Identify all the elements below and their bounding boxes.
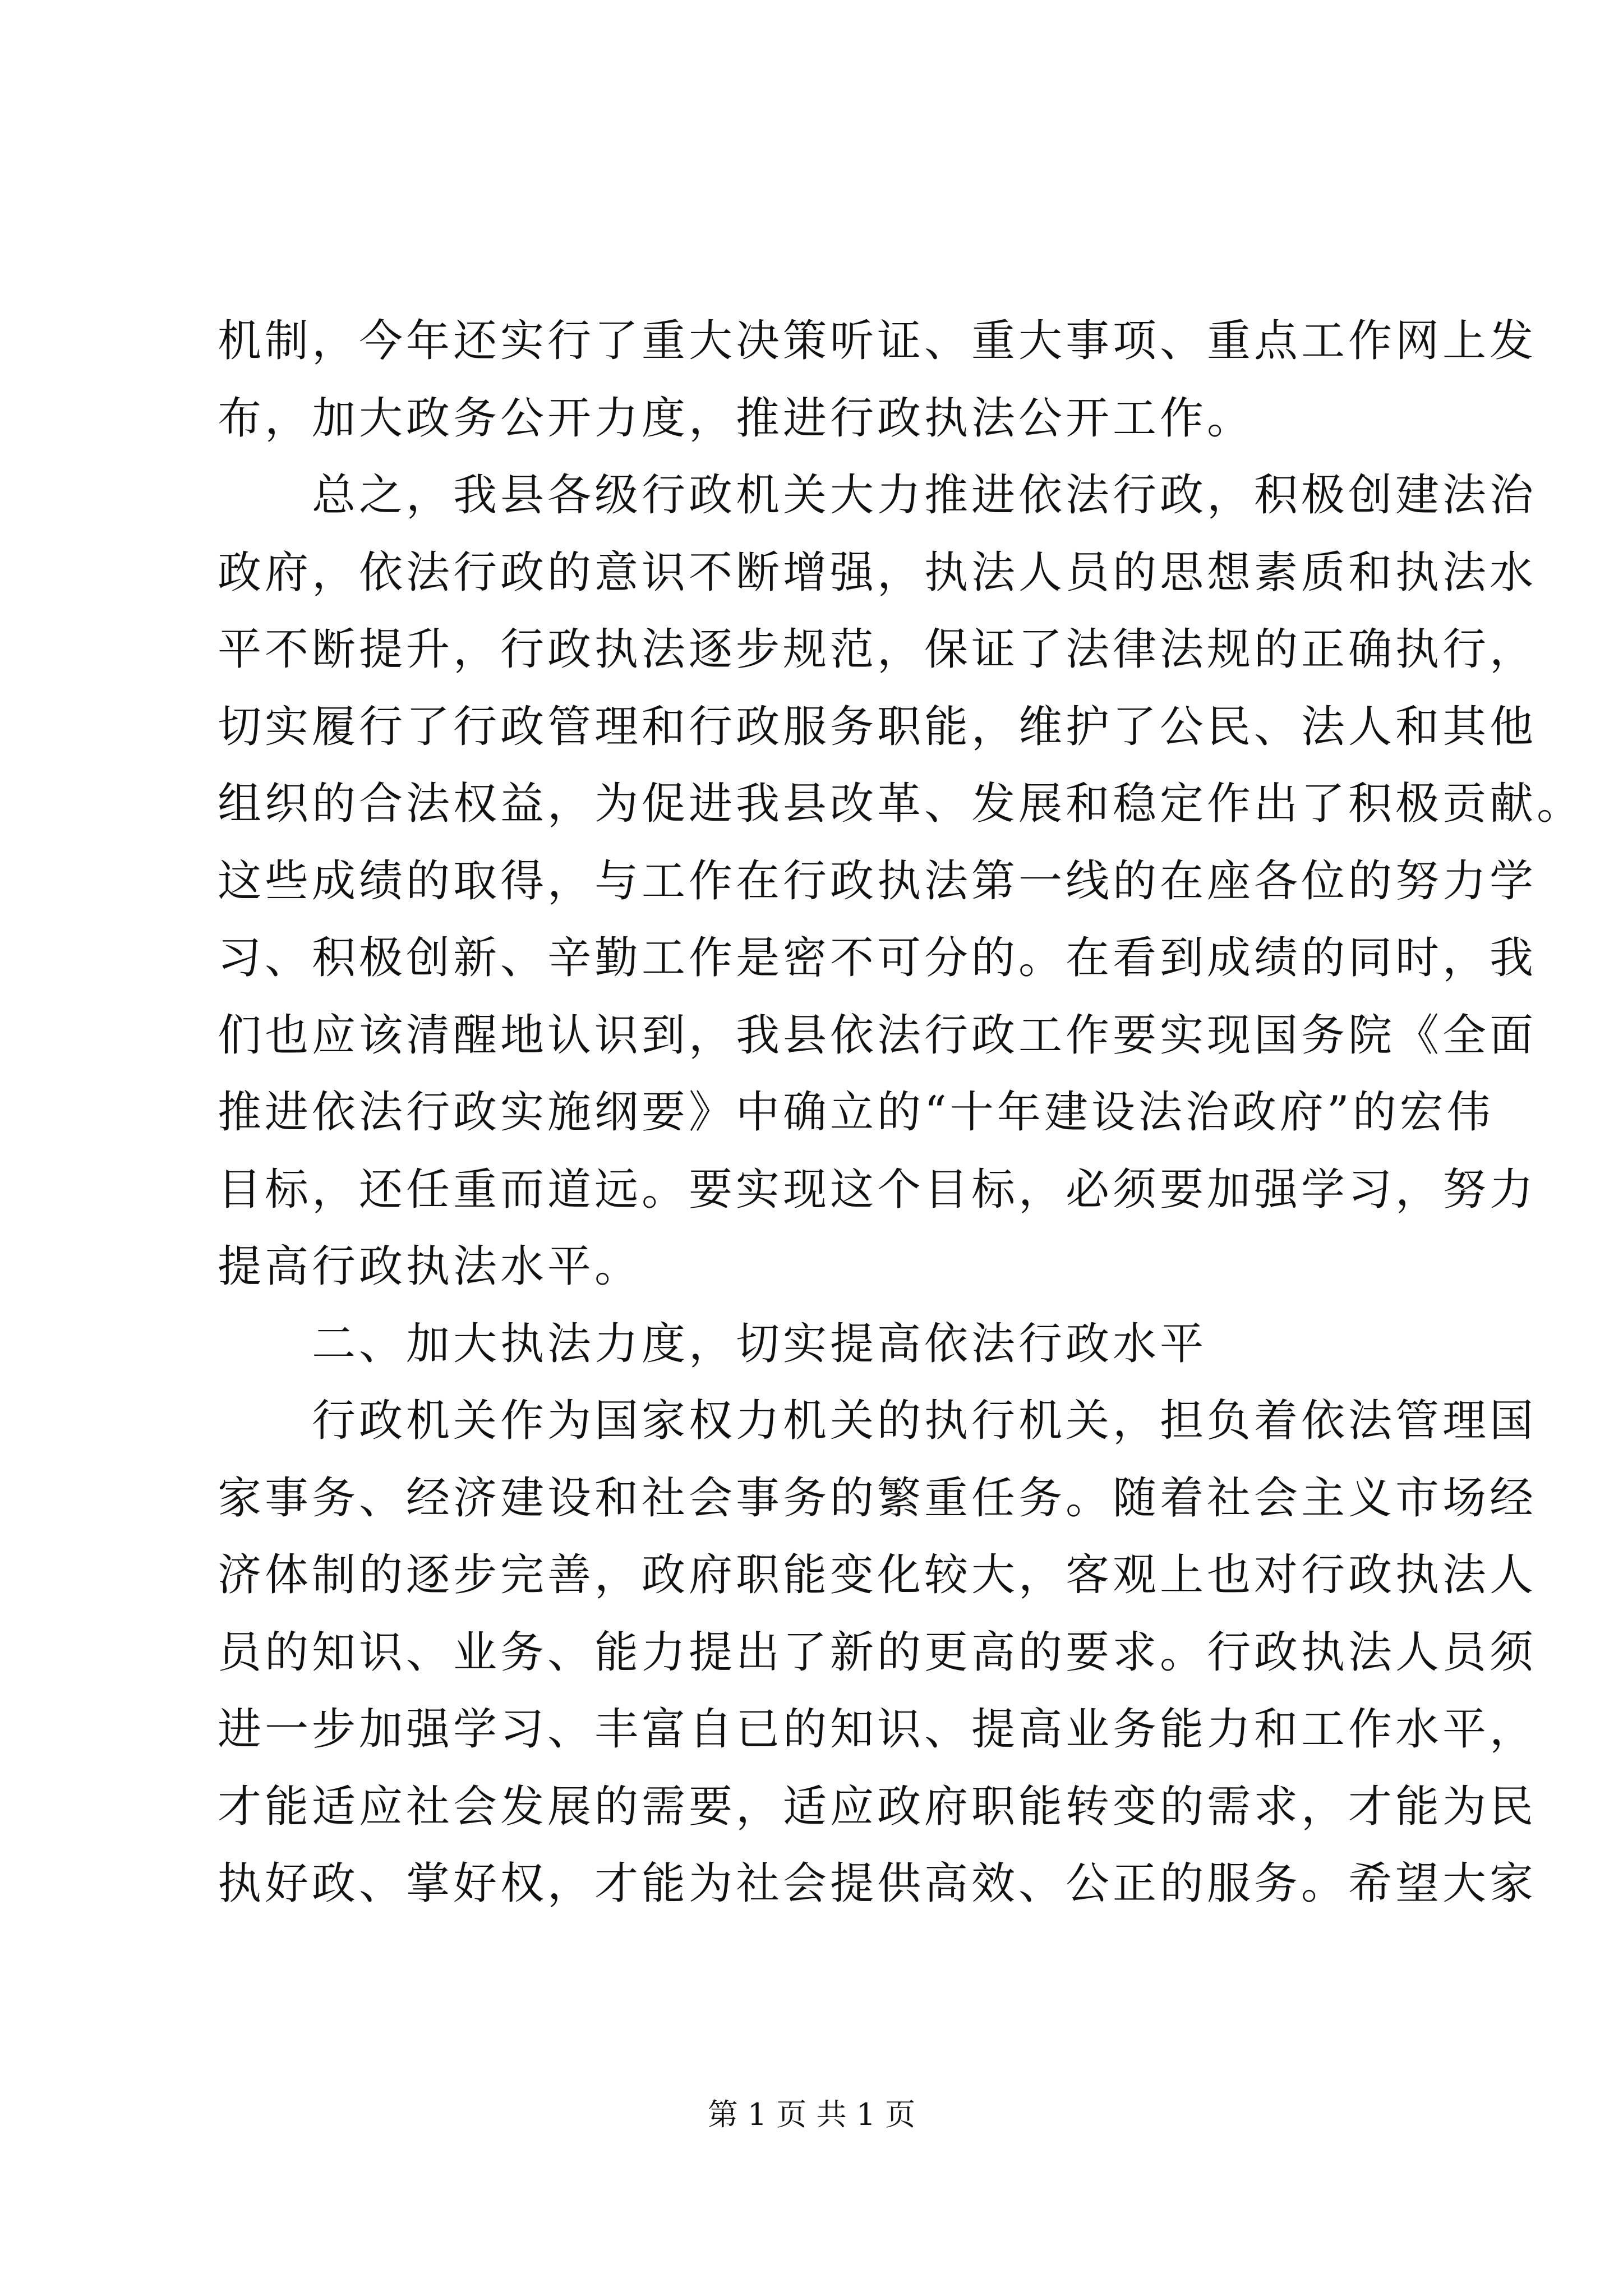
text-line: 们也应该清醒地认识到，我县依法行政工作要实现国务院《全面 xyxy=(218,1010,1537,1061)
text-line: 习、积极创新、辛勤工作是密不可分的。在看到成绩的同时，我 xyxy=(218,933,1537,983)
text-line: 济体制的逐步完善，政府职能变化较大，客观上也对行政执法人 xyxy=(218,1550,1537,1600)
text-line: 总之，我县各级行政机关大力推进依法行政，积极创建法治 xyxy=(218,470,1537,521)
body-text xyxy=(218,303,1584,1923)
text-line: 进一步加强学习、丰富自已的知识、提高业务能力和工作水平， xyxy=(218,1704,1537,1755)
text-line: 平不断提升，行政执法逐步规范，保证了法律法规的正确执行， xyxy=(218,624,1537,675)
text-line: 推进依法行政实施纲要》中确立的“十年建设法治政府”的宏伟 xyxy=(218,1087,1494,1138)
text-line: 行政机关作为国家权力机关的执行机关，担负着依法管理国 xyxy=(218,1396,1537,1446)
text-line: 员的知识、业务、能力提出了新的更高的要求。行政执法人员须 xyxy=(218,1627,1537,1678)
text-line: 目标，还任重而道远。要实现这个目标，必须要加强学习，努力 xyxy=(218,1164,1537,1215)
text-line: 执好政、掌好权，才能为社会提供高效、公正的服务。希望大家 xyxy=(218,1858,1537,1909)
section-heading: 二、加大执法力度，切实提高依法行政水平 xyxy=(218,1318,1207,1369)
text-line: 家事务、经济建设和社会事务的繁重任务。随着社会主义市场经 xyxy=(218,1473,1537,1524)
text-line: 提高行政执法水平。 xyxy=(218,1241,642,1292)
text-line: 切实履行了行政管理和行政服务职能，维护了公民、法人和其他 xyxy=(218,701,1537,752)
text-line: 才能适应社会发展的需要，适应政府职能转变的需求，才能为民 xyxy=(218,1781,1537,1832)
text-line: 这些成绩的取得，与工作在行政执法第一线的在座各位的努力学 xyxy=(218,855,1537,907)
page-footer: 第 1 页 共 1 页 xyxy=(707,2097,916,2132)
text-line: 政府，依法行政的意识不断增强，执法人员的思想素质和执法水 xyxy=(218,547,1537,598)
text-line: 布，加大政务公开力度，推进行政执法公开工作。 xyxy=(218,393,1255,444)
text-line: 机制，今年还实行了重大决策听证、重大事项、重点工作网上发 xyxy=(218,316,1537,366)
text-line: 组织的合法权益，为促进我县改革、发展和稳定作出了积极贡献。 xyxy=(218,779,1584,829)
